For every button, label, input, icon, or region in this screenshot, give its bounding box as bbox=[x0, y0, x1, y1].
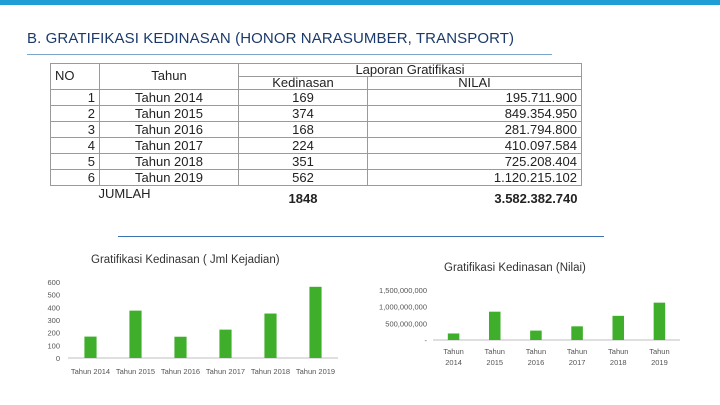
cell-no: 6 bbox=[51, 170, 100, 186]
bar-tahun-2019 bbox=[309, 287, 321, 358]
cell-nilai: 410.097.584 bbox=[368, 138, 582, 154]
total-nilai: 3.582.382.740 bbox=[368, 186, 582, 213]
y-tick-label: 1,000,000,000 bbox=[379, 302, 427, 312]
x-tick-label: Tahun 2016 bbox=[525, 347, 547, 367]
header-nilai: NILAI bbox=[368, 77, 582, 90]
title-underline bbox=[27, 54, 552, 55]
bar-tahun-2014 bbox=[448, 333, 460, 340]
cell-no: 2 bbox=[51, 106, 100, 122]
bar-tahun-2017 bbox=[571, 326, 583, 340]
gratifikasi-table-container bbox=[50, 63, 582, 220]
cell-tahun: Tahun 2016 bbox=[100, 122, 239, 138]
bar-tahun-2014 bbox=[84, 337, 96, 358]
x-tick-label: Tahun 2019 bbox=[649, 347, 670, 367]
table-row bbox=[51, 170, 582, 186]
chart-title-nilai: Gratifikasi Kedinasan (Nilai) bbox=[444, 262, 586, 274]
y-tick-label: 1,500,000,000 bbox=[379, 286, 427, 295]
y-tick-label: 600 bbox=[47, 278, 60, 287]
bar-tahun-2015 bbox=[129, 311, 141, 358]
y-tick-label: 500,000,000 bbox=[385, 319, 427, 329]
header-kedinasan: Kedinasan bbox=[239, 77, 368, 90]
chart-nilai bbox=[360, 285, 680, 395]
total-kedinasan: 1848 bbox=[239, 186, 368, 213]
y-tick-label: 400 bbox=[47, 303, 60, 313]
x-tick-label: Tahun 2014 bbox=[443, 347, 464, 367]
bar-tahun-2017 bbox=[219, 330, 231, 358]
y-tick-label: 100 bbox=[47, 341, 60, 351]
table-row bbox=[51, 90, 582, 106]
x-tick-label: Tahun 2017 bbox=[205, 367, 246, 376]
cell-nilai: 725.208.404 bbox=[368, 154, 582, 170]
x-tick-label: Tahun 2019 bbox=[295, 367, 336, 376]
x-tick-label: Tahun 2014 bbox=[70, 367, 111, 376]
cell-kedinasan: 168 bbox=[239, 122, 368, 138]
y-tick-label: 300 bbox=[47, 316, 60, 325]
header-no: NO bbox=[51, 64, 100, 90]
x-tick-label: Tahun 2015 bbox=[115, 367, 156, 376]
table-row bbox=[51, 154, 582, 170]
chart-divider bbox=[118, 236, 604, 237]
cell-no: 5 bbox=[51, 154, 100, 170]
cell-no: 1 bbox=[51, 90, 100, 106]
cell-tahun: Tahun 2014 bbox=[100, 90, 239, 106]
bar-tahun-2015 bbox=[489, 312, 501, 340]
table-total-row bbox=[51, 186, 582, 213]
x-tick-label: Tahun 2018 bbox=[608, 347, 629, 367]
cell-no: 3 bbox=[51, 122, 100, 138]
cell-tahun: Tahun 2015 bbox=[100, 106, 239, 122]
header-laporan-gratifikasi: Laporan Gratifikasi bbox=[239, 64, 582, 77]
cell-nilai: 849.354.950 bbox=[368, 106, 582, 122]
cell-tahun: Tahun 2017 bbox=[100, 138, 239, 154]
x-tick-label: Tahun 2016 bbox=[160, 367, 201, 376]
cell-tahun: Tahun 2018 bbox=[100, 154, 239, 170]
chart-jml-kejadian bbox=[28, 278, 338, 398]
bar-tahun-2016 bbox=[174, 337, 186, 358]
total-label: JUMLAH bbox=[51, 186, 239, 213]
header-tahun: Tahun bbox=[100, 64, 239, 90]
gratifikasi-table bbox=[50, 63, 582, 212]
y-tick-label: 200 bbox=[47, 328, 60, 338]
cell-nilai: 1.120.215.102 bbox=[368, 170, 582, 186]
cell-nilai: 281.794.800 bbox=[368, 122, 582, 138]
table-row bbox=[51, 106, 582, 122]
cell-nilai: 195.711.900 bbox=[368, 90, 582, 106]
cell-kedinasan: 169 bbox=[239, 90, 368, 106]
slide-title: B. GRATIFIKASI KEDINASAN (HONOR NARASUMBER, TRANSPORT) bbox=[27, 30, 515, 47]
bar-tahun-2019 bbox=[654, 303, 666, 340]
table-row bbox=[51, 122, 582, 138]
cell-kedinasan: 351 bbox=[239, 154, 368, 170]
cell-kedinasan: 562 bbox=[239, 170, 368, 186]
x-tick-label: Tahun 2018 bbox=[250, 367, 291, 376]
cell-kedinasan: 374 bbox=[239, 106, 368, 122]
cell-kedinasan: 224 bbox=[239, 138, 368, 154]
x-tick-label: Tahun 2015 bbox=[484, 347, 505, 367]
top-accent-bar bbox=[0, 0, 720, 5]
y-tick-label: 0 bbox=[55, 354, 60, 363]
x-tick-label: Tahun 2017 bbox=[566, 347, 588, 367]
chart-title-jml: Gratifikasi Kedinasan ( Jml Kejadian) bbox=[91, 254, 280, 266]
y-tick-label: 500 bbox=[47, 290, 60, 300]
bar-tahun-2018 bbox=[264, 314, 276, 358]
y-tick-label: - bbox=[424, 336, 427, 345]
cell-no: 4 bbox=[51, 138, 100, 154]
table-row bbox=[51, 138, 582, 154]
bar-tahun-2018 bbox=[612, 316, 624, 340]
cell-tahun: Tahun 2019 bbox=[100, 170, 239, 186]
bar-tahun-2016 bbox=[530, 331, 542, 340]
